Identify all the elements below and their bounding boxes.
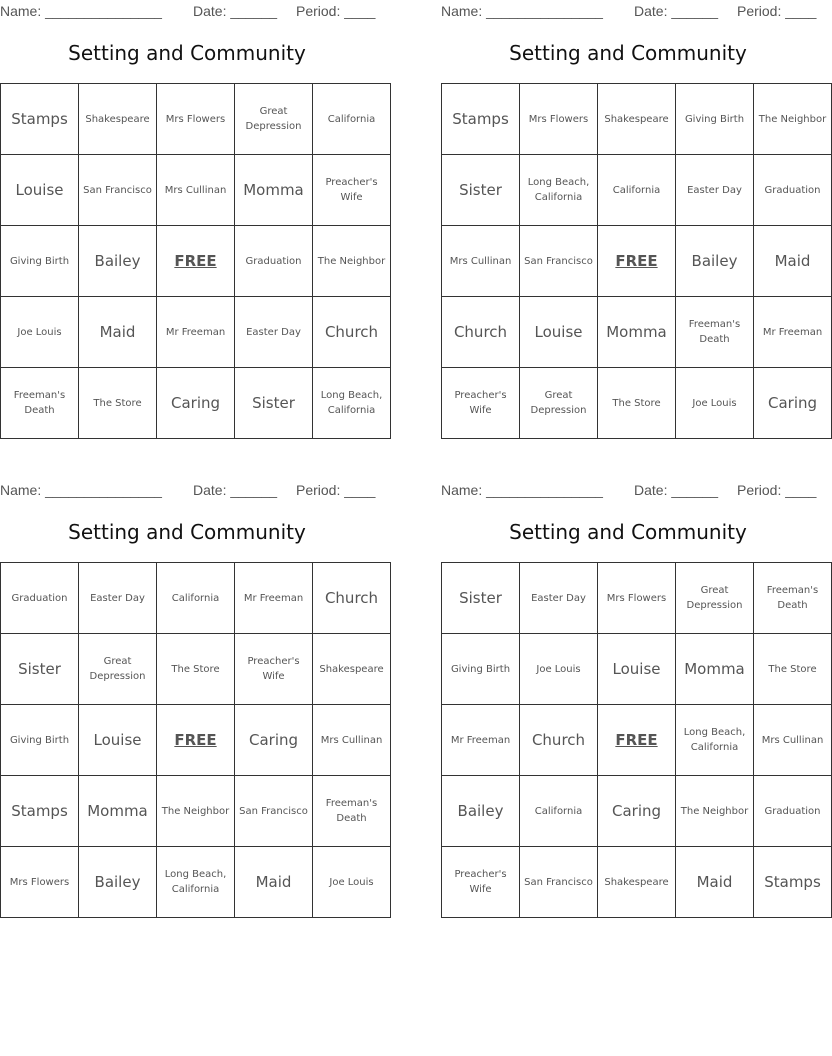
- bingo-cell: Mr Freeman: [442, 705, 520, 776]
- bingo-cell: Louise: [79, 705, 157, 776]
- bingo-cell: San Francisco: [520, 226, 598, 297]
- card-title: Setting and Community: [68, 520, 306, 544]
- bingo-cell: San Francisco: [79, 155, 157, 226]
- bingo-cell: The Neighbor: [313, 226, 391, 297]
- bingo-cell: Mrs Flowers: [1, 847, 79, 918]
- bingo-row: [442, 297, 832, 368]
- bingo-cell: Shakespeare: [598, 84, 676, 155]
- bingo-cell: Sister: [1, 634, 79, 705]
- bingo-cell: Mrs Cullinan: [313, 705, 391, 776]
- card-header: [0, 482, 376, 498]
- bingo-row: [1, 368, 391, 439]
- bingo-cell: Louise: [1, 155, 79, 226]
- bingo-cell: Louise: [598, 634, 676, 705]
- bingo-cell: The Store: [79, 368, 157, 439]
- bingo-cell: California: [313, 84, 391, 155]
- bingo-cell: Maid: [235, 847, 313, 918]
- date-field: Date: ______: [193, 3, 278, 19]
- card-header: [441, 3, 817, 19]
- bingo-cell: Mrs Cullinan: [442, 226, 520, 297]
- bingo-grid: [441, 562, 832, 918]
- bingo-cell: Maid: [754, 226, 832, 297]
- bingo-cell: California: [520, 776, 598, 847]
- bingo-cell: Mrs Flowers: [520, 84, 598, 155]
- bingo-cell: Sister: [235, 368, 313, 439]
- bingo-cell: Caring: [598, 776, 676, 847]
- bingo-cell: Caring: [157, 368, 235, 439]
- bingo-cell: Giving Birth: [1, 226, 79, 297]
- bingo-row: [442, 368, 832, 439]
- bingo-cell: Church: [520, 705, 598, 776]
- bingo-cell: Giving Birth: [1, 705, 79, 776]
- bingo-row: [442, 705, 832, 776]
- card-header: [441, 482, 817, 498]
- bingo-row: [442, 155, 832, 226]
- bingo-cell: Stamps: [1, 84, 79, 155]
- bingo-cell: Giving Birth: [442, 634, 520, 705]
- bingo-cell: Stamps: [754, 847, 832, 918]
- bingo-cell: Joe Louis: [676, 368, 754, 439]
- bingo-cell: Caring: [235, 705, 313, 776]
- bingo-cell: Preacher's Wife: [235, 634, 313, 705]
- bingo-cell: Church: [442, 297, 520, 368]
- bingo-cell: Maid: [676, 847, 754, 918]
- bingo-cell: Louise: [520, 297, 598, 368]
- bingo-cell: The Neighbor: [754, 84, 832, 155]
- bingo-cell: Easter Day: [79, 563, 157, 634]
- bingo-cell: Long Beach, California: [676, 705, 754, 776]
- bingo-row: [442, 226, 832, 297]
- bingo-cell: Freeman's Death: [313, 776, 391, 847]
- bingo-cell: Sister: [442, 563, 520, 634]
- free-space: FREE: [157, 226, 235, 297]
- bingo-cell: Mr Freeman: [235, 563, 313, 634]
- bingo-cell: Graduation: [754, 155, 832, 226]
- bingo-row: [442, 84, 832, 155]
- bingo-grid: [0, 83, 391, 439]
- free-space: FREE: [598, 705, 676, 776]
- bingo-row: [1, 84, 391, 155]
- bingo-cell: Momma: [598, 297, 676, 368]
- bingo-cell: Graduation: [1, 563, 79, 634]
- bingo-row: [442, 634, 832, 705]
- bingo-grid: [0, 562, 391, 918]
- bingo-cell: The Neighbor: [676, 776, 754, 847]
- bingo-cell: Easter Day: [676, 155, 754, 226]
- bingo-cell: Sister: [442, 155, 520, 226]
- bingo-cell: Freeman's Death: [754, 563, 832, 634]
- bingo-cell: Great Depression: [79, 634, 157, 705]
- bingo-cell: Mrs Flowers: [598, 563, 676, 634]
- bingo-row: [1, 155, 391, 226]
- period-field: Period: ____: [737, 482, 817, 498]
- bingo-cell: The Store: [598, 368, 676, 439]
- bingo-cell: Church: [313, 297, 391, 368]
- date-field: Date: ______: [193, 482, 278, 498]
- bingo-cell: Church: [313, 563, 391, 634]
- bingo-cell: San Francisco: [235, 776, 313, 847]
- bingo-row: [1, 634, 391, 705]
- card-title: Setting and Community: [68, 41, 306, 65]
- bingo-row: [442, 563, 832, 634]
- period-field: Period: ____: [737, 3, 817, 19]
- bingo-cell: Joe Louis: [1, 297, 79, 368]
- bingo-cell: Great Depression: [235, 84, 313, 155]
- bingo-cell: The Neighbor: [157, 776, 235, 847]
- bingo-cell: Bailey: [79, 847, 157, 918]
- bingo-cell: Bailey: [442, 776, 520, 847]
- bingo-cell: Freeman's Death: [676, 297, 754, 368]
- bingo-cell: Maid: [79, 297, 157, 368]
- bingo-row: [1, 297, 391, 368]
- bingo-cell: California: [157, 563, 235, 634]
- name-field: Name: _______________: [0, 482, 162, 498]
- bingo-cell: Preacher's Wife: [442, 847, 520, 918]
- bingo-cell: Easter Day: [235, 297, 313, 368]
- name-field: Name: _______________: [0, 3, 162, 19]
- bingo-cell: Mr Freeman: [754, 297, 832, 368]
- bingo-cell: Bailey: [676, 226, 754, 297]
- bingo-cell: Freeman's Death: [1, 368, 79, 439]
- bingo-cell: Mr Freeman: [157, 297, 235, 368]
- bingo-cell: Graduation: [754, 776, 832, 847]
- bingo-row: [442, 847, 832, 918]
- bingo-cell: Mrs Cullinan: [754, 705, 832, 776]
- bingo-row: [1, 847, 391, 918]
- bingo-row: [1, 563, 391, 634]
- bingo-cell: Mrs Cullinan: [157, 155, 235, 226]
- bingo-cell: Long Beach, California: [520, 155, 598, 226]
- date-field: Date: ______: [634, 482, 719, 498]
- free-space: FREE: [157, 705, 235, 776]
- bingo-cell: Long Beach, California: [157, 847, 235, 918]
- bingo-cell: Shakespeare: [598, 847, 676, 918]
- bingo-cell: Easter Day: [520, 563, 598, 634]
- card-title: Setting and Community: [509, 41, 747, 65]
- bingo-cell: San Francisco: [520, 847, 598, 918]
- bingo-cell: Great Depression: [676, 563, 754, 634]
- period-field: Period: ____: [296, 3, 376, 19]
- bingo-cell: Momma: [79, 776, 157, 847]
- name-field: Name: _______________: [441, 3, 603, 19]
- period-field: Period: ____: [296, 482, 376, 498]
- bingo-cell: Preacher's Wife: [313, 155, 391, 226]
- bingo-grid: [441, 83, 832, 439]
- bingo-cell: Joe Louis: [313, 847, 391, 918]
- free-space: FREE: [598, 226, 676, 297]
- bingo-cell: Bailey: [79, 226, 157, 297]
- bingo-cell: The Store: [157, 634, 235, 705]
- bingo-cell: Stamps: [442, 84, 520, 155]
- bingo-cell: Long Beach, California: [313, 368, 391, 439]
- bingo-cell: California: [598, 155, 676, 226]
- bingo-row: [442, 776, 832, 847]
- name-field: Name: _______________: [441, 482, 603, 498]
- bingo-cell: Momma: [235, 155, 313, 226]
- bingo-cell: Stamps: [1, 776, 79, 847]
- bingo-cell: Mrs Flowers: [157, 84, 235, 155]
- bingo-cell: Shakespeare: [79, 84, 157, 155]
- bingo-cell: Graduation: [235, 226, 313, 297]
- bingo-cell: Momma: [676, 634, 754, 705]
- bingo-cell: Joe Louis: [520, 634, 598, 705]
- bingo-cell: Preacher's Wife: [442, 368, 520, 439]
- bingo-cell: Shakespeare: [313, 634, 391, 705]
- bingo-cell: The Store: [754, 634, 832, 705]
- bingo-row: [1, 776, 391, 847]
- bingo-cell: Giving Birth: [676, 84, 754, 155]
- card-header: [0, 3, 376, 19]
- bingo-row: [1, 705, 391, 776]
- bingo-row: [1, 226, 391, 297]
- date-field: Date: ______: [634, 3, 719, 19]
- bingo-cell: Caring: [754, 368, 832, 439]
- bingo-cell: Great Depression: [520, 368, 598, 439]
- card-title: Setting and Community: [509, 520, 747, 544]
